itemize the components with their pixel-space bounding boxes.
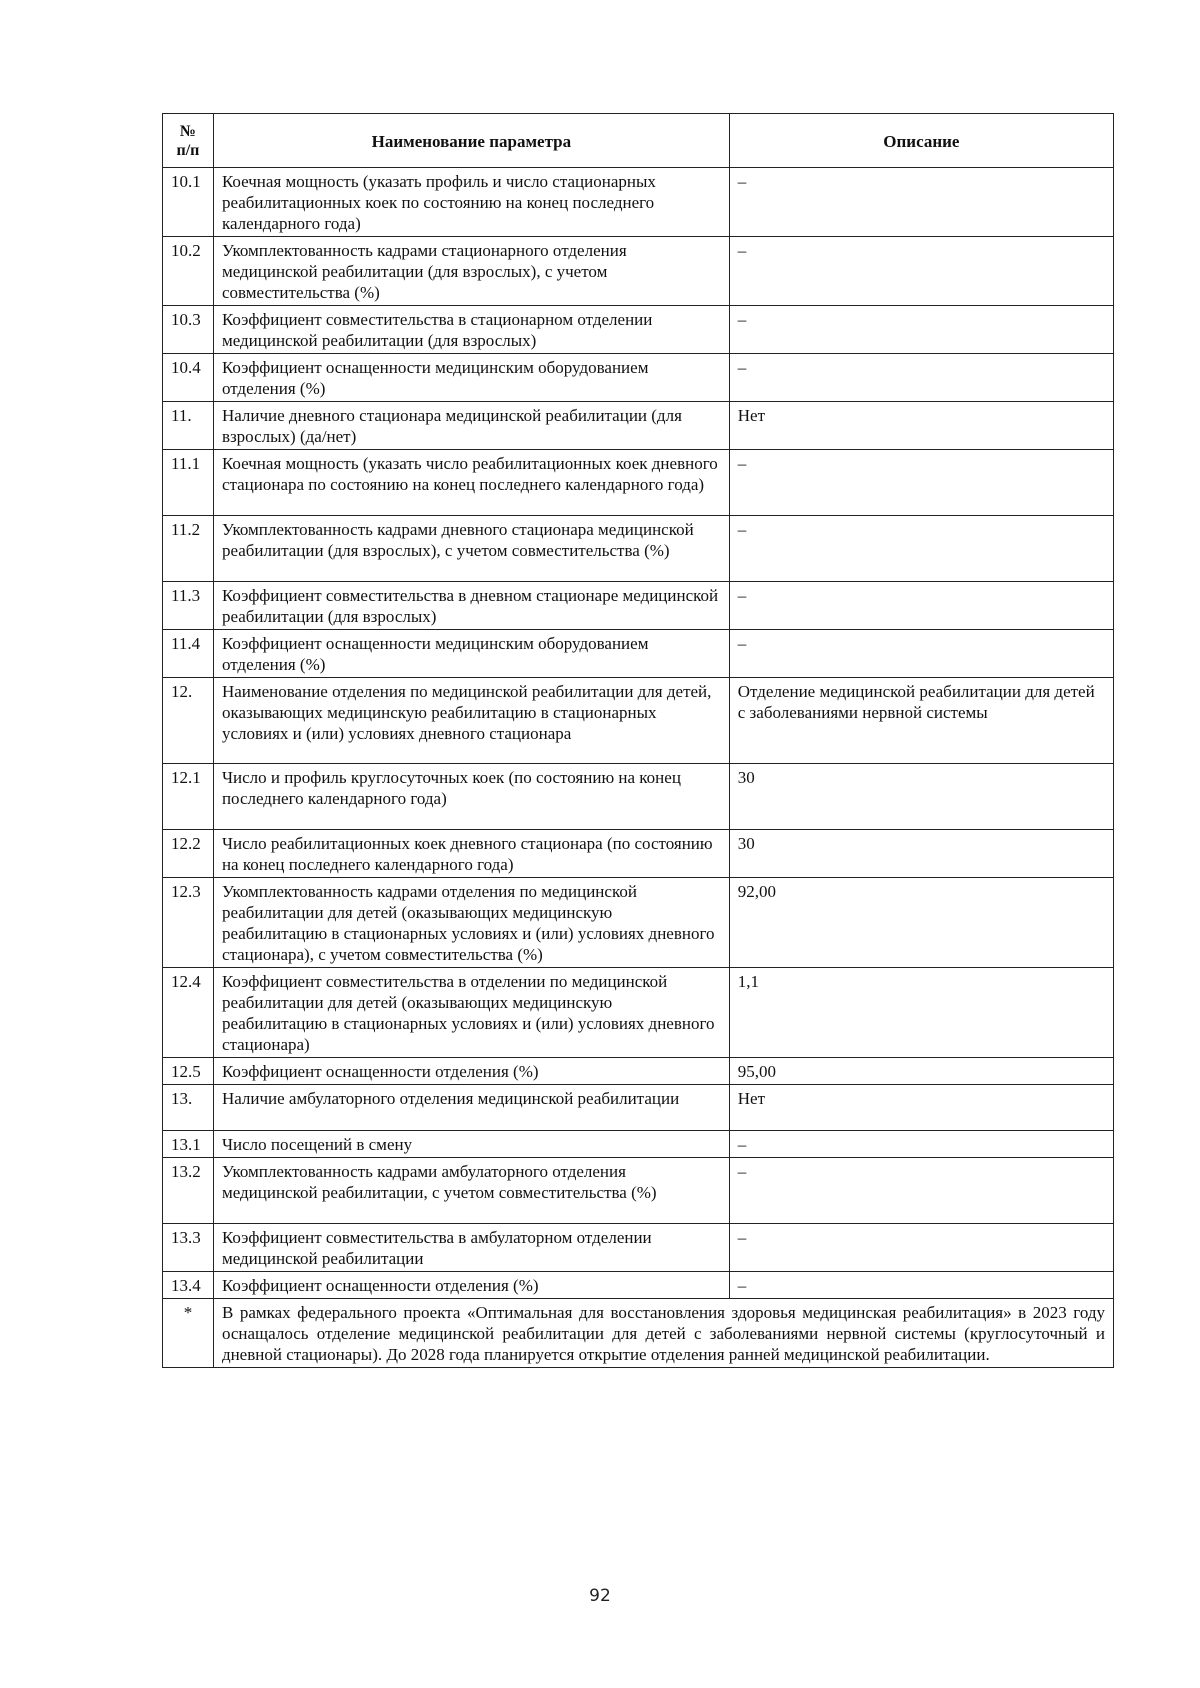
table-header-row xyxy=(163,114,1114,168)
table-body xyxy=(163,168,1114,1299)
parameter-description: 1,1 xyxy=(729,968,1113,1058)
row-number: 12.3 xyxy=(163,878,214,968)
row-number: 11. xyxy=(163,402,214,450)
header-parameter-name: Наименование параметра xyxy=(213,114,729,168)
table-row xyxy=(163,306,1114,354)
row-number: 12.1 xyxy=(163,764,214,830)
table-row xyxy=(163,630,1114,678)
parameter-description: – xyxy=(729,1272,1113,1299)
parameter-description: – xyxy=(729,1158,1113,1224)
row-number: 11.1 xyxy=(163,450,214,516)
parameter-name: Наличие амбулаторного отделения медицинской реабилитации xyxy=(213,1085,729,1131)
table-row xyxy=(163,1085,1114,1131)
table-row xyxy=(163,402,1114,450)
parameters-table xyxy=(162,113,1114,1368)
row-number: 13.2 xyxy=(163,1158,214,1224)
footnote-row xyxy=(163,1299,1114,1368)
parameter-description: – xyxy=(729,1224,1113,1272)
row-number: 13. xyxy=(163,1085,214,1131)
row-number: 11.2 xyxy=(163,516,214,582)
row-number: 13.1 xyxy=(163,1131,214,1158)
row-number: 13.4 xyxy=(163,1272,214,1299)
table-row xyxy=(163,582,1114,630)
parameter-description: – xyxy=(729,450,1113,516)
table-row xyxy=(163,1131,1114,1158)
row-number: 12.4 xyxy=(163,968,214,1058)
parameter-description: Нет xyxy=(729,402,1113,450)
row-number: 10.2 xyxy=(163,237,214,306)
row-number: 10.3 xyxy=(163,306,214,354)
parameter-name: Коэффициент оснащенности отделения (%) xyxy=(213,1272,729,1299)
parameter-name: Коечная мощность (указать профиль и число стационарных реабилитационных коек по состоянию на конец последнего календарного года) xyxy=(213,168,729,237)
parameter-name: Укомплектованность кадрами стационарного отделения медицинской реабилитации (для взрослых), с учетом совместительства (%) xyxy=(213,237,729,306)
parameter-name: Коэффициент оснащенности медицинским оборудованием отделения (%) xyxy=(213,630,729,678)
header-number: № п/п xyxy=(163,114,214,168)
parameter-description: – xyxy=(729,582,1113,630)
header-description: Описание xyxy=(729,114,1113,168)
table-row xyxy=(163,1158,1114,1224)
parameter-description: – xyxy=(729,630,1113,678)
parameter-description: Отделение медицинской реабилитации для детей с заболеваниями нервной системы xyxy=(729,678,1113,764)
parameter-description: – xyxy=(729,516,1113,582)
table-row xyxy=(163,237,1114,306)
parameter-name: Коэффициент совместительства в амбулаторном отделении медицинской реабилитации xyxy=(213,1224,729,1272)
parameter-name: Коэффициент совместительства в отделении по медицинской реабилитации для детей (оказывающих медицинскую реабилитацию в стационарных условиях и (или) условиях дневного стационара) xyxy=(213,968,729,1058)
parameter-name: Число и профиль круглосуточных коек (по состоянию на конец последнего календарного года) xyxy=(213,764,729,830)
parameter-description: – xyxy=(729,1131,1113,1158)
row-number: 12.5 xyxy=(163,1058,214,1085)
table-row xyxy=(163,878,1114,968)
row-number: 11.3 xyxy=(163,582,214,630)
table-row xyxy=(163,764,1114,830)
table-row xyxy=(163,516,1114,582)
table-row xyxy=(163,678,1114,764)
parameter-description: Нет xyxy=(729,1085,1113,1131)
table-row xyxy=(163,1224,1114,1272)
parameter-description: – xyxy=(729,237,1113,306)
table-row xyxy=(163,830,1114,878)
parameter-name: Наличие дневного стационара медицинской реабилитации (для взрослых) (да/нет) xyxy=(213,402,729,450)
row-number: 11.4 xyxy=(163,630,214,678)
footnote-text: В рамках федерального проекта «Оптимальная для восстановления здоровья медицинская реабилитация» в 2023 году оснащалось отделение медицинской реабилитации для детей с заболеваниями нервной системы (круглосуточный и дневной стационары). До 2028 года планируется открытие отделения ранней медицинской реабилитации. xyxy=(213,1299,1113,1368)
parameter-name: Коечная мощность (указать число реабилитационных коек дневного стационара по состоянию на конец последнего календарного года) xyxy=(213,450,729,516)
parameter-name: Коэффициент оснащенности медицинским оборудованием отделения (%) xyxy=(213,354,729,402)
parameter-name: Коэффициент оснащенности отделения (%) xyxy=(213,1058,729,1085)
parameter-description: 95,00 xyxy=(729,1058,1113,1085)
parameter-name: Наименование отделения по медицинской реабилитации для детей, оказывающих медицинскую реабилитацию в стационарных условиях и (или) условиях дневного стационара xyxy=(213,678,729,764)
footnote-marker: * xyxy=(163,1299,214,1368)
row-number: 12.2 xyxy=(163,830,214,878)
parameter-name: Коэффициент совместительства в дневном стационаре медицинской реабилитации (для взрослых) xyxy=(213,582,729,630)
row-number: 10.1 xyxy=(163,168,214,237)
row-number: 13.3 xyxy=(163,1224,214,1272)
row-number: 12. xyxy=(163,678,214,764)
parameter-name: Укомплектованность кадрами амбулаторного отделения медицинской реабилитации, с учетом совместительства (%) xyxy=(213,1158,729,1224)
table-row xyxy=(163,450,1114,516)
parameter-name: Укомплектованность кадрами отделения по медицинской реабилитации для детей (оказывающих медицинскую реабилитацию в стационарных условиях и (или) условиях дневного стационара), с учетом совместительства (%) xyxy=(213,878,729,968)
parameter-description: 92,00 xyxy=(729,878,1113,968)
parameter-description: – xyxy=(729,306,1113,354)
parameter-description: 30 xyxy=(729,830,1113,878)
row-number: 10.4 xyxy=(163,354,214,402)
table-row xyxy=(163,1058,1114,1085)
parameter-description: – xyxy=(729,168,1113,237)
page-number: 92 xyxy=(589,1586,611,1606)
parameter-name: Укомплектованность кадрами дневного стационара медицинской реабилитации (для взрослых), с учетом совместительства (%) xyxy=(213,516,729,582)
table-row xyxy=(163,168,1114,237)
parameter-name: Число реабилитационных коек дневного стационара (по состоянию на конец последнего календарного года) xyxy=(213,830,729,878)
table-row xyxy=(163,968,1114,1058)
parameter-name: Число посещений в смену xyxy=(213,1131,729,1158)
parameter-description: – xyxy=(729,354,1113,402)
parameter-description: 30 xyxy=(729,764,1113,830)
table-row xyxy=(163,1272,1114,1299)
parameter-name: Коэффициент совместительства в стационарном отделении медицинской реабилитации (для взрослых) xyxy=(213,306,729,354)
table-row xyxy=(163,354,1114,402)
